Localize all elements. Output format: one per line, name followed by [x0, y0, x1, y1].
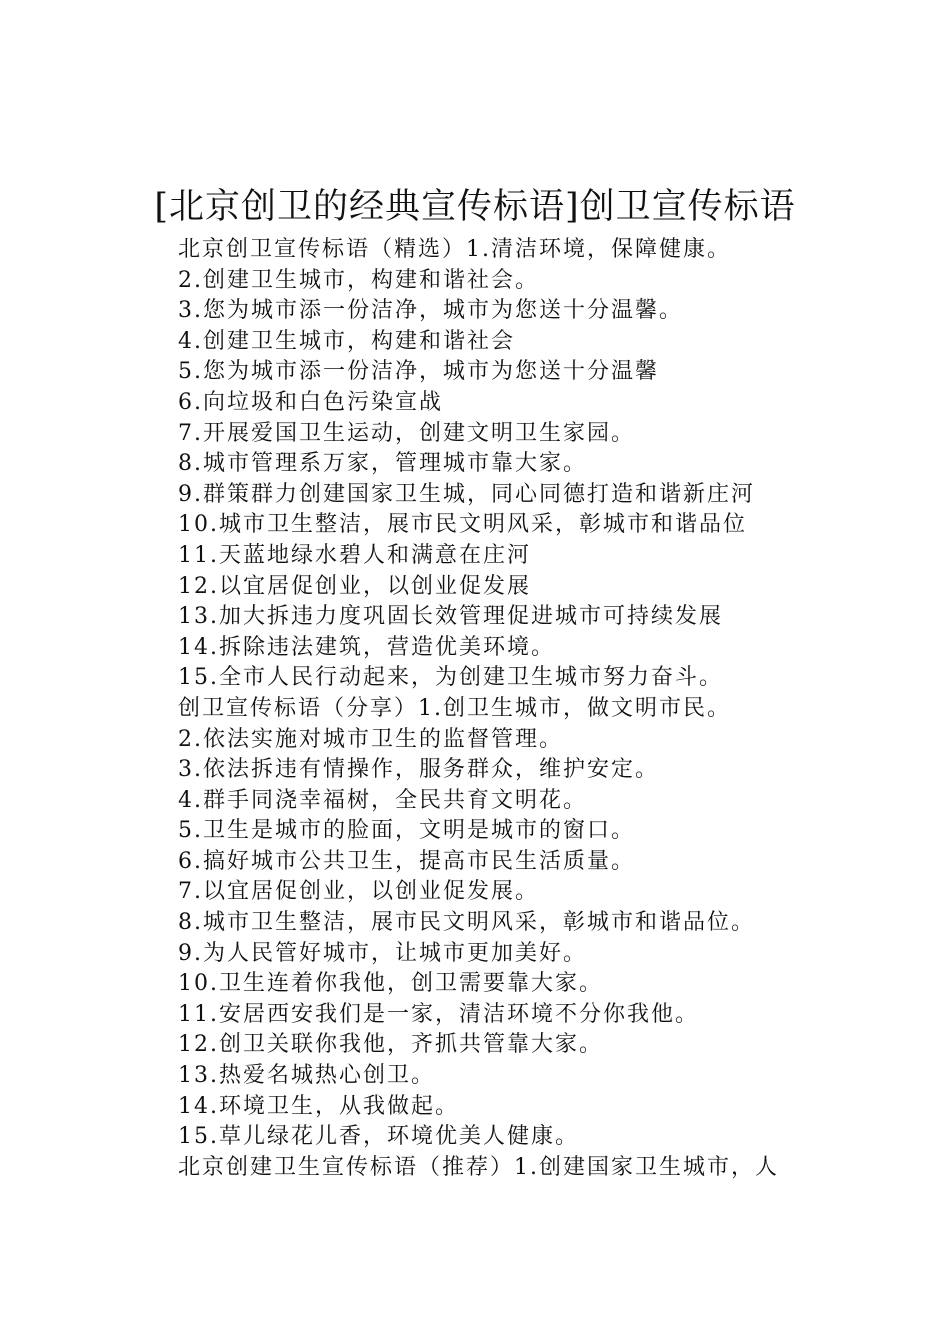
text-line: 9.群策群力创建国家卫生城，同心同德打造和谐新庄河: [178, 481, 755, 507]
text-line: 8.城市卫生整洁，展市民文明风采，彰城市和谐品位。: [178, 910, 755, 936]
text-line: 5.卫生是城市的脸面，文明是城市的窗口。: [178, 818, 635, 844]
text-line: 北京创卫宣传标语（精选）1.清洁环境，保障健康。: [178, 237, 731, 262]
text-line: 3.您为城市添一份洁净，城市为您送十分温馨。: [178, 298, 683, 324]
text-line: 13.热爱名城热心创卫。: [178, 1063, 435, 1089]
text-line: 13.加大拆违力度巩固长效管理促进城市可持续发展: [178, 604, 723, 630]
text-line: 4.创建卫生城市，构建和谐社会: [178, 328, 515, 354]
text-line: 15.草儿绿花儿香，环境优美人健康。: [178, 1124, 579, 1150]
text-line: 创卫宣传标语（分享）1.创卫生城市，做文明市民。: [178, 695, 731, 721]
text-line: 12.以宜居促创业，以创业促发展: [178, 573, 531, 599]
text-line: 11.安居西安我们是一家，清洁环境不分你我他。: [178, 1001, 699, 1027]
text-line: 15.全市人民行动起来，为创建卫生城市努力奋斗。: [178, 665, 723, 691]
text-line: 5.您为城市添一份洁净，城市为您送十分温馨: [178, 359, 659, 385]
text-line: 10.卫生连着你我他，创卫需要靠大家。: [178, 971, 603, 997]
text-line: 9.为人民管好城市，让城市更加美好。: [178, 940, 587, 966]
text-line: 14.环境卫生，从我做起。: [178, 1093, 459, 1119]
text-line: 3.依法拆违有情操作，服务群众，维护安定。: [178, 757, 659, 783]
text-line: 10.城市卫生整洁，展市民文明风采，彰城市和谐品位: [178, 512, 747, 538]
text-line: 6.向垃圾和白色污染宣战: [178, 389, 443, 415]
document-body: [178, 235, 878, 1183]
text-line: 北京创建卫生宣传标语（推荐）1.创建国家卫生城市，人: [178, 1154, 779, 1180]
text-line: 7.开展爱国卫生运动，创建文明卫生家园。: [178, 420, 635, 446]
text-line: 8.城市管理系万家，管理城市靠大家。: [178, 451, 587, 477]
document-title: [北京创卫的经典宣传标语]创卫宣传标语: [154, 187, 796, 227]
text-line: 14.拆除违法建筑，营造优美环境。: [178, 634, 555, 660]
text-line: 7.以宜居促创业，以创业促发展。: [178, 879, 539, 905]
text-line: 6.搞好城市公共卫生，提高市民生活质量。: [178, 848, 635, 874]
text-line: 4.群手同浇幸福树，全民共育文明花。: [178, 787, 587, 813]
text-line: 11.天蓝地绿水碧人和满意在庄河: [178, 542, 531, 568]
text-line: 12.创卫关联你我他，齐抓共管靠大家。: [178, 1032, 603, 1058]
text-line: 2.创建卫生城市，构建和谐社会。: [178, 267, 539, 293]
text-line: 2.依法实施对城市卫生的监督管理。: [178, 726, 563, 752]
